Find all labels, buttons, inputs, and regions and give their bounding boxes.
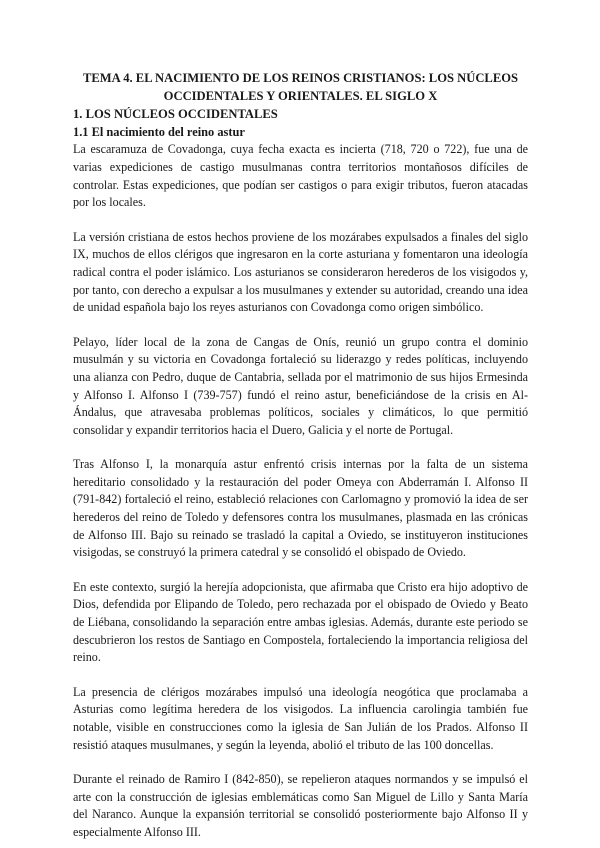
subsection-heading: 1.1 El nacimiento del reino astur <box>73 124 245 139</box>
paragraph-2: La versión cristiana de estos hechos proviene de los mozárabes expulsados a finales del siglo IX, muchos de ellos clérigos que ingresaron en la corte asturiana y fomentaron una ideología radical contra el poder islámico. Los asturianos se consideraron herederos de los visigodos y, por tanto, con derecho a expulsar a los musulmanes y extender su autoridad, creando una idea de unidad española bajo los reyes asturianos con Covadonga como origen simbólico. <box>73 229 528 315</box>
document-title <box>73 70 528 105</box>
paragraph-5: En este contexto, surgió la herejía adopcionista, que afirmaba que Cristo era hijo adoptivo de Dios, defendida por Elipando de Toledo, pero rechazada por el obispado de Oviedo y Beato de Liébana, consolidando la separación entre ambas iglesias. Además, durante este periodo se descubrieron los restos de Santiago en Compostela, fortaleciendo la importancia religiosa del reino. <box>73 579 528 665</box>
paragraph-4: Tras Alfonso I, la monarquía astur enfrentó crisis internas por la falta de un sistema hereditario consolidado y la restauración del poder Omeya con Abderramán I. Alfonso II (791-842) fortaleció el reino, estableció relaciones con Carlomagno y promovió la idea de ser herederos del reino de Toledo y defensores contra los musulmanes, plasmada en las crónicas de Alfonso III. Bajo su reinado se trasladó la capital a Oviedo, se instituyeron instituciones visigodas, se construyó la primera catedral y se consolidó el obispado de Oviedo. <box>73 457 528 560</box>
document-title-line-1: TEMA 4. EL NACIMIENTO DE LOS REINOS CRISTIANOS: LOS NÚCLEOS <box>82 71 519 85</box>
document-title-line-2: OCCIDENTALES Y ORIENTALES. EL SIGLO X <box>163 88 438 103</box>
paragraph-7: Durante el reinado de Ramiro I (842-850), se repelieron ataques normandos y se impulsó el arte con la construcción de iglesias emblemáticas como San Miguel de Lillo y Santa María del Naranco. Aunque la expansión territorial se consolidó posteriormente bajo Alfonso II y especialmente Alfonso III. <box>73 772 528 839</box>
paragraph-3: Pelayo, líder local de la zona de Cangas de Onís, reunió un grupo contra el dominio musulmán y su victoria en Covadonga fortaleció su liderazgo y redes políticas, incluyendo una alianza con Pedro, duque de Cantabria, sellada por el matrimonio de sus hijos Ermesinda y Alfonso I. Alfonso I (739-757) fundó el reino astur, beneficiándose de la crisis en Al-Ándalus, que atravesaba problemas políticos, sociales y climáticos, lo que permitió consolidar y expandir territorios hacia el Duero, Galicia y el norte de Portugal. <box>73 334 528 437</box>
paragraph-6: La presencia de clérigos mozárabes impulsó una ideología neogótica que proclamaba a Asturias como legítima heredera de los visigodos. La influencia carolingia también fue notable, visible en construcciones como la iglesia de San Julián de los Prados. Alfonso II resistió ataques musulmanes, y según la leyenda, abolió el tributo de las 100 doncellas. <box>73 684 528 752</box>
section-heading: 1. LOS NÚCLEOS OCCIDENTALES <box>73 107 278 122</box>
paragraph-1: La escaramuza de Covadonga, cuya fecha exacta es incierta (718, 720 o 722), fue una de varias expediciones de castigo musulmanas contra territorios montañosos difíciles de controlar. Estas expediciones, que podían ser castigos o para exigir tributos, fueron atacadas por los locales. <box>73 142 528 210</box>
